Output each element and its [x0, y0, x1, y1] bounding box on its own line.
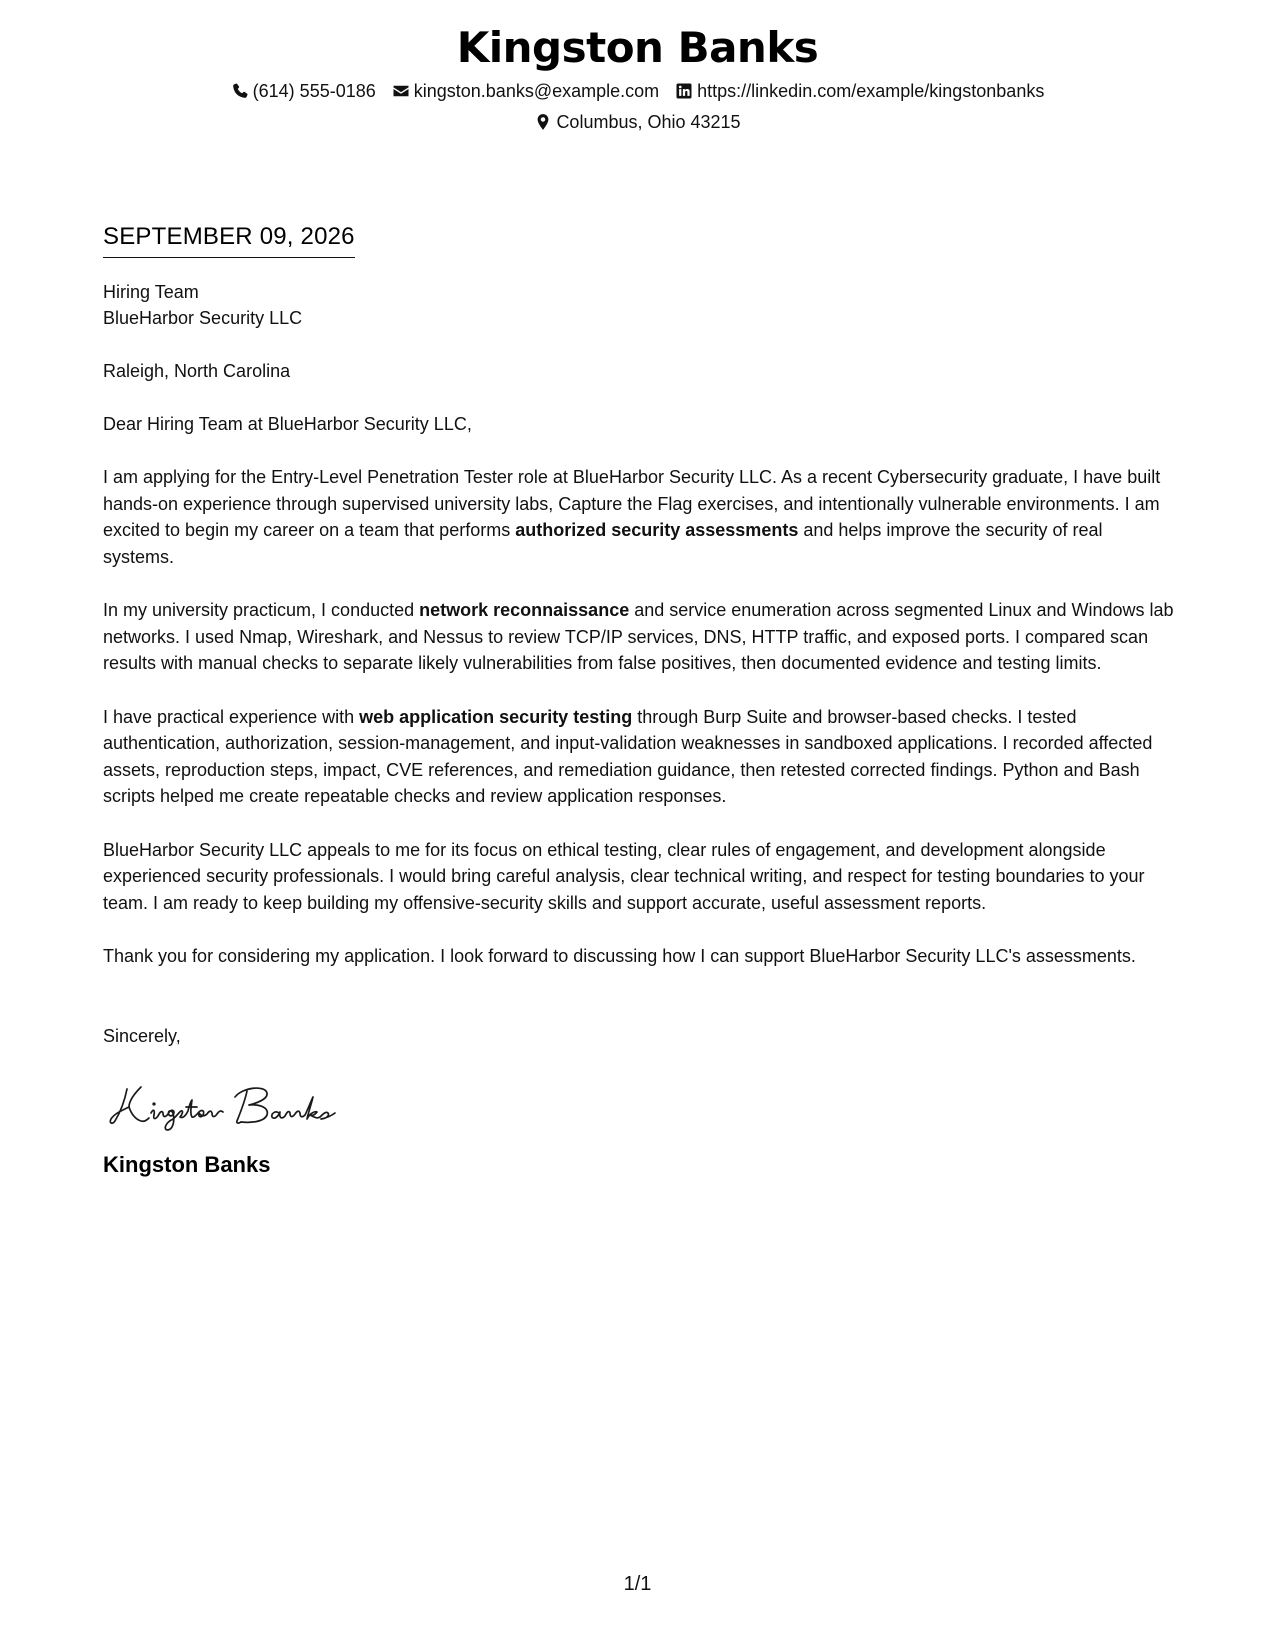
- contact-linkedin[interactable]: [675, 80, 1044, 102]
- phone-icon: [231, 82, 249, 100]
- paragraph-company-fit: BlueHarbor Security LLC appeals to me for its focus on ethical testing, clear rules of engagement, and development alongside experienced security professionals. I would bring careful analysis, clear technical writing, and respect for testing boundaries to your team. I am ready to keep building my offensive-security skills and support accurate, useful assessment reports.: [103, 839, 1145, 913]
- paragraph-text: In my university practicum, I conducted: [103, 600, 420, 620]
- highlight-text: authorized security assessments: [515, 520, 799, 540]
- paragraph-text: I have practical experience with: [103, 706, 360, 727]
- linkedin-icon: [675, 82, 693, 100]
- paragraph-text: through Burp Suite and browser-based checks. I tested authentication, authorization, session-management, and input-validation weaknesses in sandboxed applications. I recorded affected assets, reproduction steps, impact, CVE references, and remediation guidance, then retested corrected findings. Python and Bash scripts helped me create repeatable checks and review application responses.: [103, 706, 1153, 806]
- paragraph-text: and helps improve the security of real systems.: [103, 520, 1103, 567]
- closing: Sincerely,: [103, 1025, 181, 1046]
- recipient-line-1: Hiring Team: [103, 282, 199, 302]
- paragraph-network-experience: [103, 597, 1178, 677]
- contact-phone: [231, 80, 376, 102]
- recipient-location: Raleigh, North Carolina: [103, 361, 291, 381]
- page-number: 1/1: [623, 1573, 652, 1595]
- email-address[interactable]: kingston.banks@example.com: [413, 81, 660, 101]
- paragraph-thanks: Thank you for considering my application. I look forward to discussing how I can support BlueHarbor Security LLC's assessments.: [103, 946, 1136, 966]
- recipient-block: [103, 279, 1178, 331]
- paragraph-text: and service enumeration across segmented Linux and Windows lab networks. I used Nmap, Wireshark, and Nessus to review TCP/IP services, DNS, HTTP traffic, and exposed ports. I compared scan results with manual checks to separate likely vulnerabilities from false positives, then documented evidence and testing limits.: [103, 600, 1174, 673]
- map-pin-icon: [534, 113, 552, 131]
- contact-location: [534, 111, 740, 133]
- location-text: Columbus, Ohio 43215: [556, 112, 741, 132]
- paragraph-intro: [103, 464, 1178, 570]
- applicant-name: Kingston Banks: [456, 23, 819, 72]
- paragraph-text: I am applying for the Entry-Level Penetration Tester role at BlueHarbor Security LLC. As a recent Cybersecurity graduate, I have built hands-on experience through supervised university labs, Capture the Flag exercises, and intentionally vulnerable environments. I am excited to begin my career on a team that performs: [103, 467, 1161, 540]
- envelope-icon: [392, 82, 410, 100]
- letter-date: SEPTEMBER 09, 2026: [103, 222, 355, 258]
- phone-number: (614) 555-0186: [252, 81, 376, 101]
- paragraph-web-experience: [103, 704, 1178, 810]
- highlight-text: web application security testing: [359, 706, 633, 727]
- linkedin-url[interactable]: https://linkedin.com/example/kingstonbanks: [697, 81, 1045, 101]
- contact-email[interactable]: [392, 80, 659, 102]
- contact-row-secondary: [0, 111, 1275, 133]
- letter-header: [0, 22, 1275, 133]
- contact-row-primary: [0, 80, 1275, 102]
- salutation: Dear Hiring Team at BlueHarbor Security LLC,: [103, 414, 472, 434]
- signer-name: Kingston Banks: [103, 1151, 271, 1177]
- letter-body: [103, 222, 1178, 1179]
- handwritten-signature: [107, 1077, 357, 1133]
- recipient-line-2: BlueHarbor Security LLC: [103, 308, 303, 328]
- highlight-text: network reconnaissance: [419, 600, 630, 620]
